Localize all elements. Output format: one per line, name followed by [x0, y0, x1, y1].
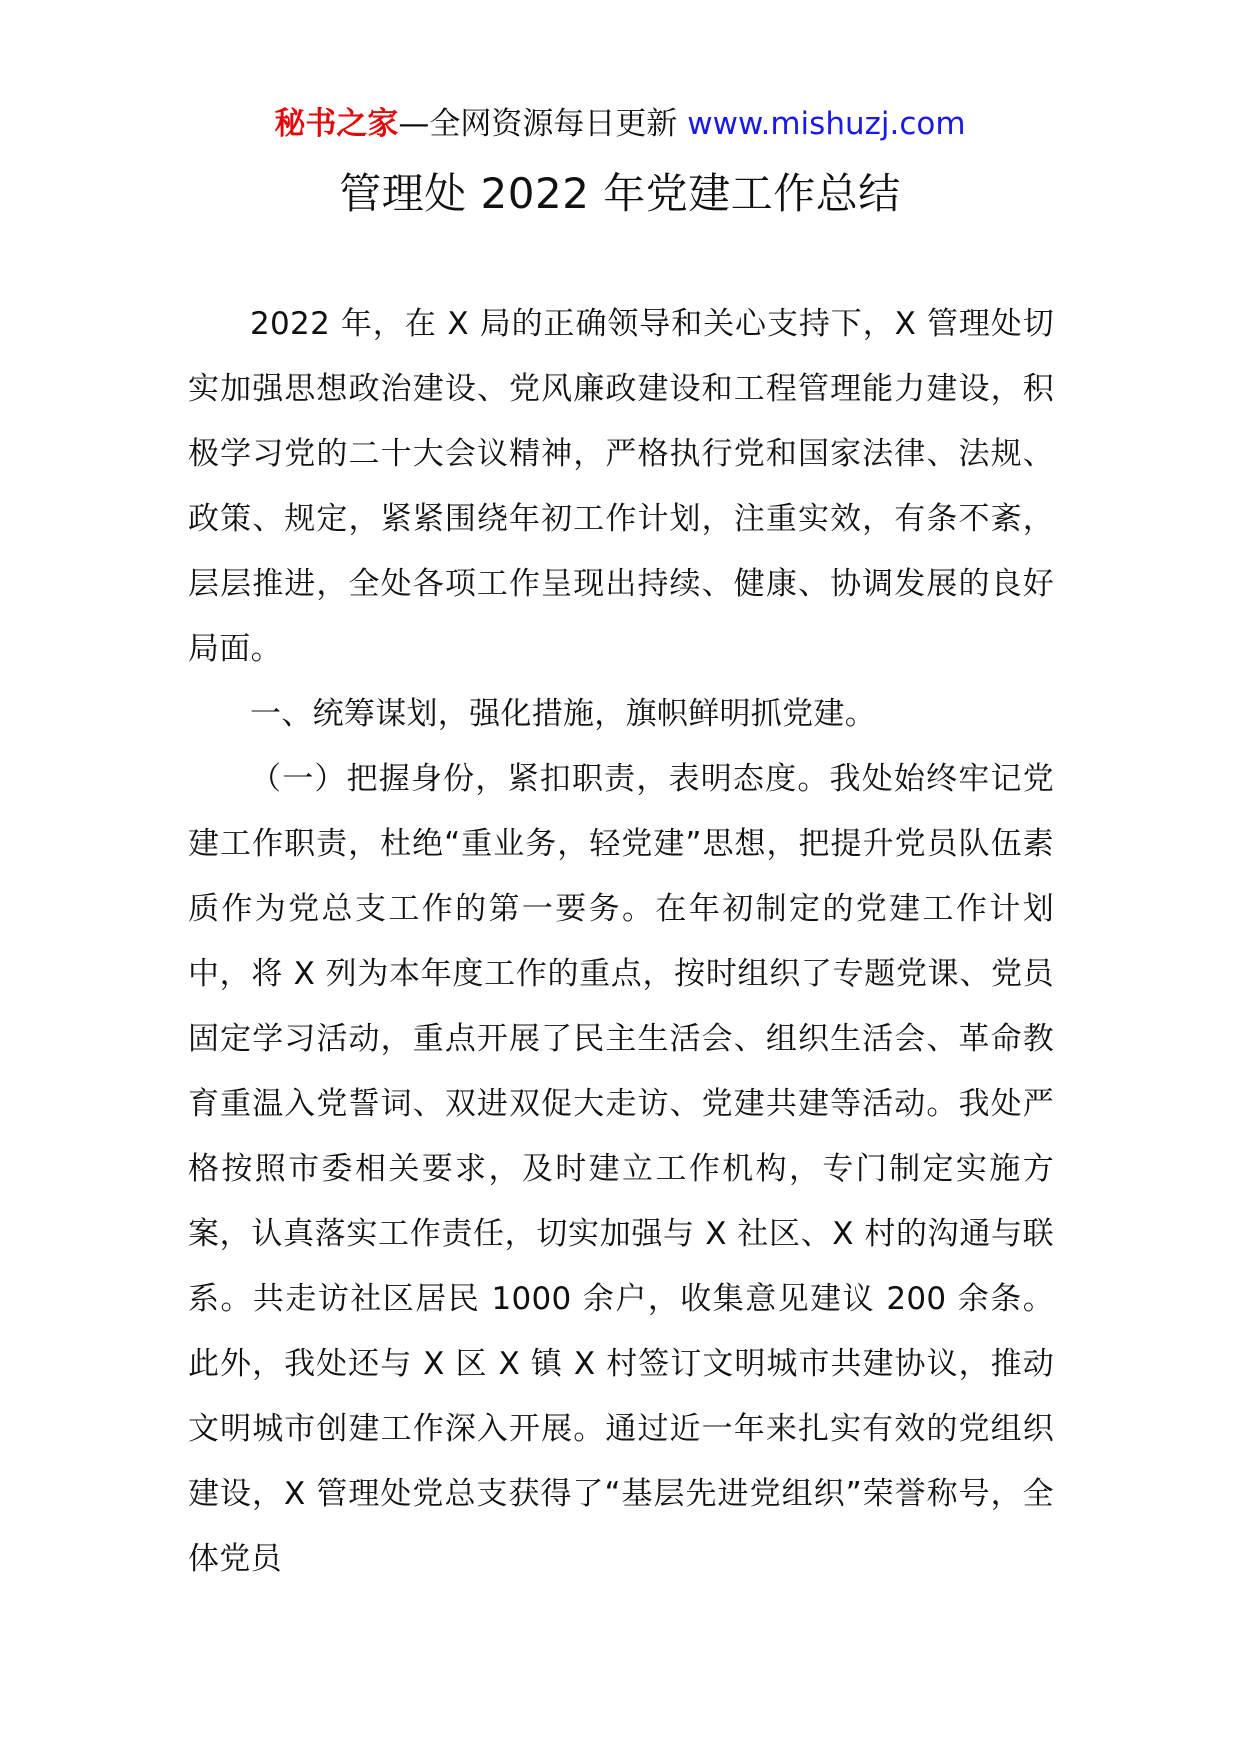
section-heading-1: 一、统筹谋划，强化措施，旗帜鲜明抓党建。 [250, 696, 876, 732]
intro-paragraph: 2022 年，在 X 局的正确领导和关心支持下，X 管理处切实加强思想政治建设、党风廉政建设和工程管理能力建设，积极学习党的二十大会议精神，严格执行党和国家法律、法规、政策、规定，紧紧围绕年初工作计划，注重实效，有条不紊，层层推进，全处各项工作呈现出持续、健康、协调发展的良好局面。 [188, 306, 1054, 667]
header-tagline: —全网资源每日更新 [398, 106, 678, 142]
site-header [0, 102, 1240, 146]
brand-name: 秘书之家 [274, 106, 399, 142]
site-url-link[interactable]: www.mishuzj.com [687, 106, 966, 142]
subsection-paragraph-1: （一）把握身份，紧扣职责，表明态度。我处始终牢记党建工作职责，杜绝“重业务，轻党建”思想，把提升党员队伍素质作为党总支工作的第一要务。在年初制定的党建工作计划中，将 X 列为本年度工作的重点，按时组织了专题党课、党员固定学习活动，重点开展了民主生活会、组织生活会、革命教育重温入党誓词、双进双促大走访、党建共建等活动。我处严格按照市委相关要求，及时建立工作机构，专门制定实施方案，认真落实工作责任，切实加强与 X 社区、X 村的沟通与联系。共走访社区居民 1000 余户，收集意见建议 200 余条。此外，我处还与 X 区 X 镇 X 村签订文明城市共建协议，推动文明城市创建工作深入开展。通过近一年来扎实有效的党组织建设，X 管理处党总支获得了“基层先进党组织”荣誉称号，全体党员 [188, 761, 1054, 1577]
document-title: 管理处 2022 年党建工作总结 [339, 169, 901, 218]
document-body [188, 292, 1054, 1592]
